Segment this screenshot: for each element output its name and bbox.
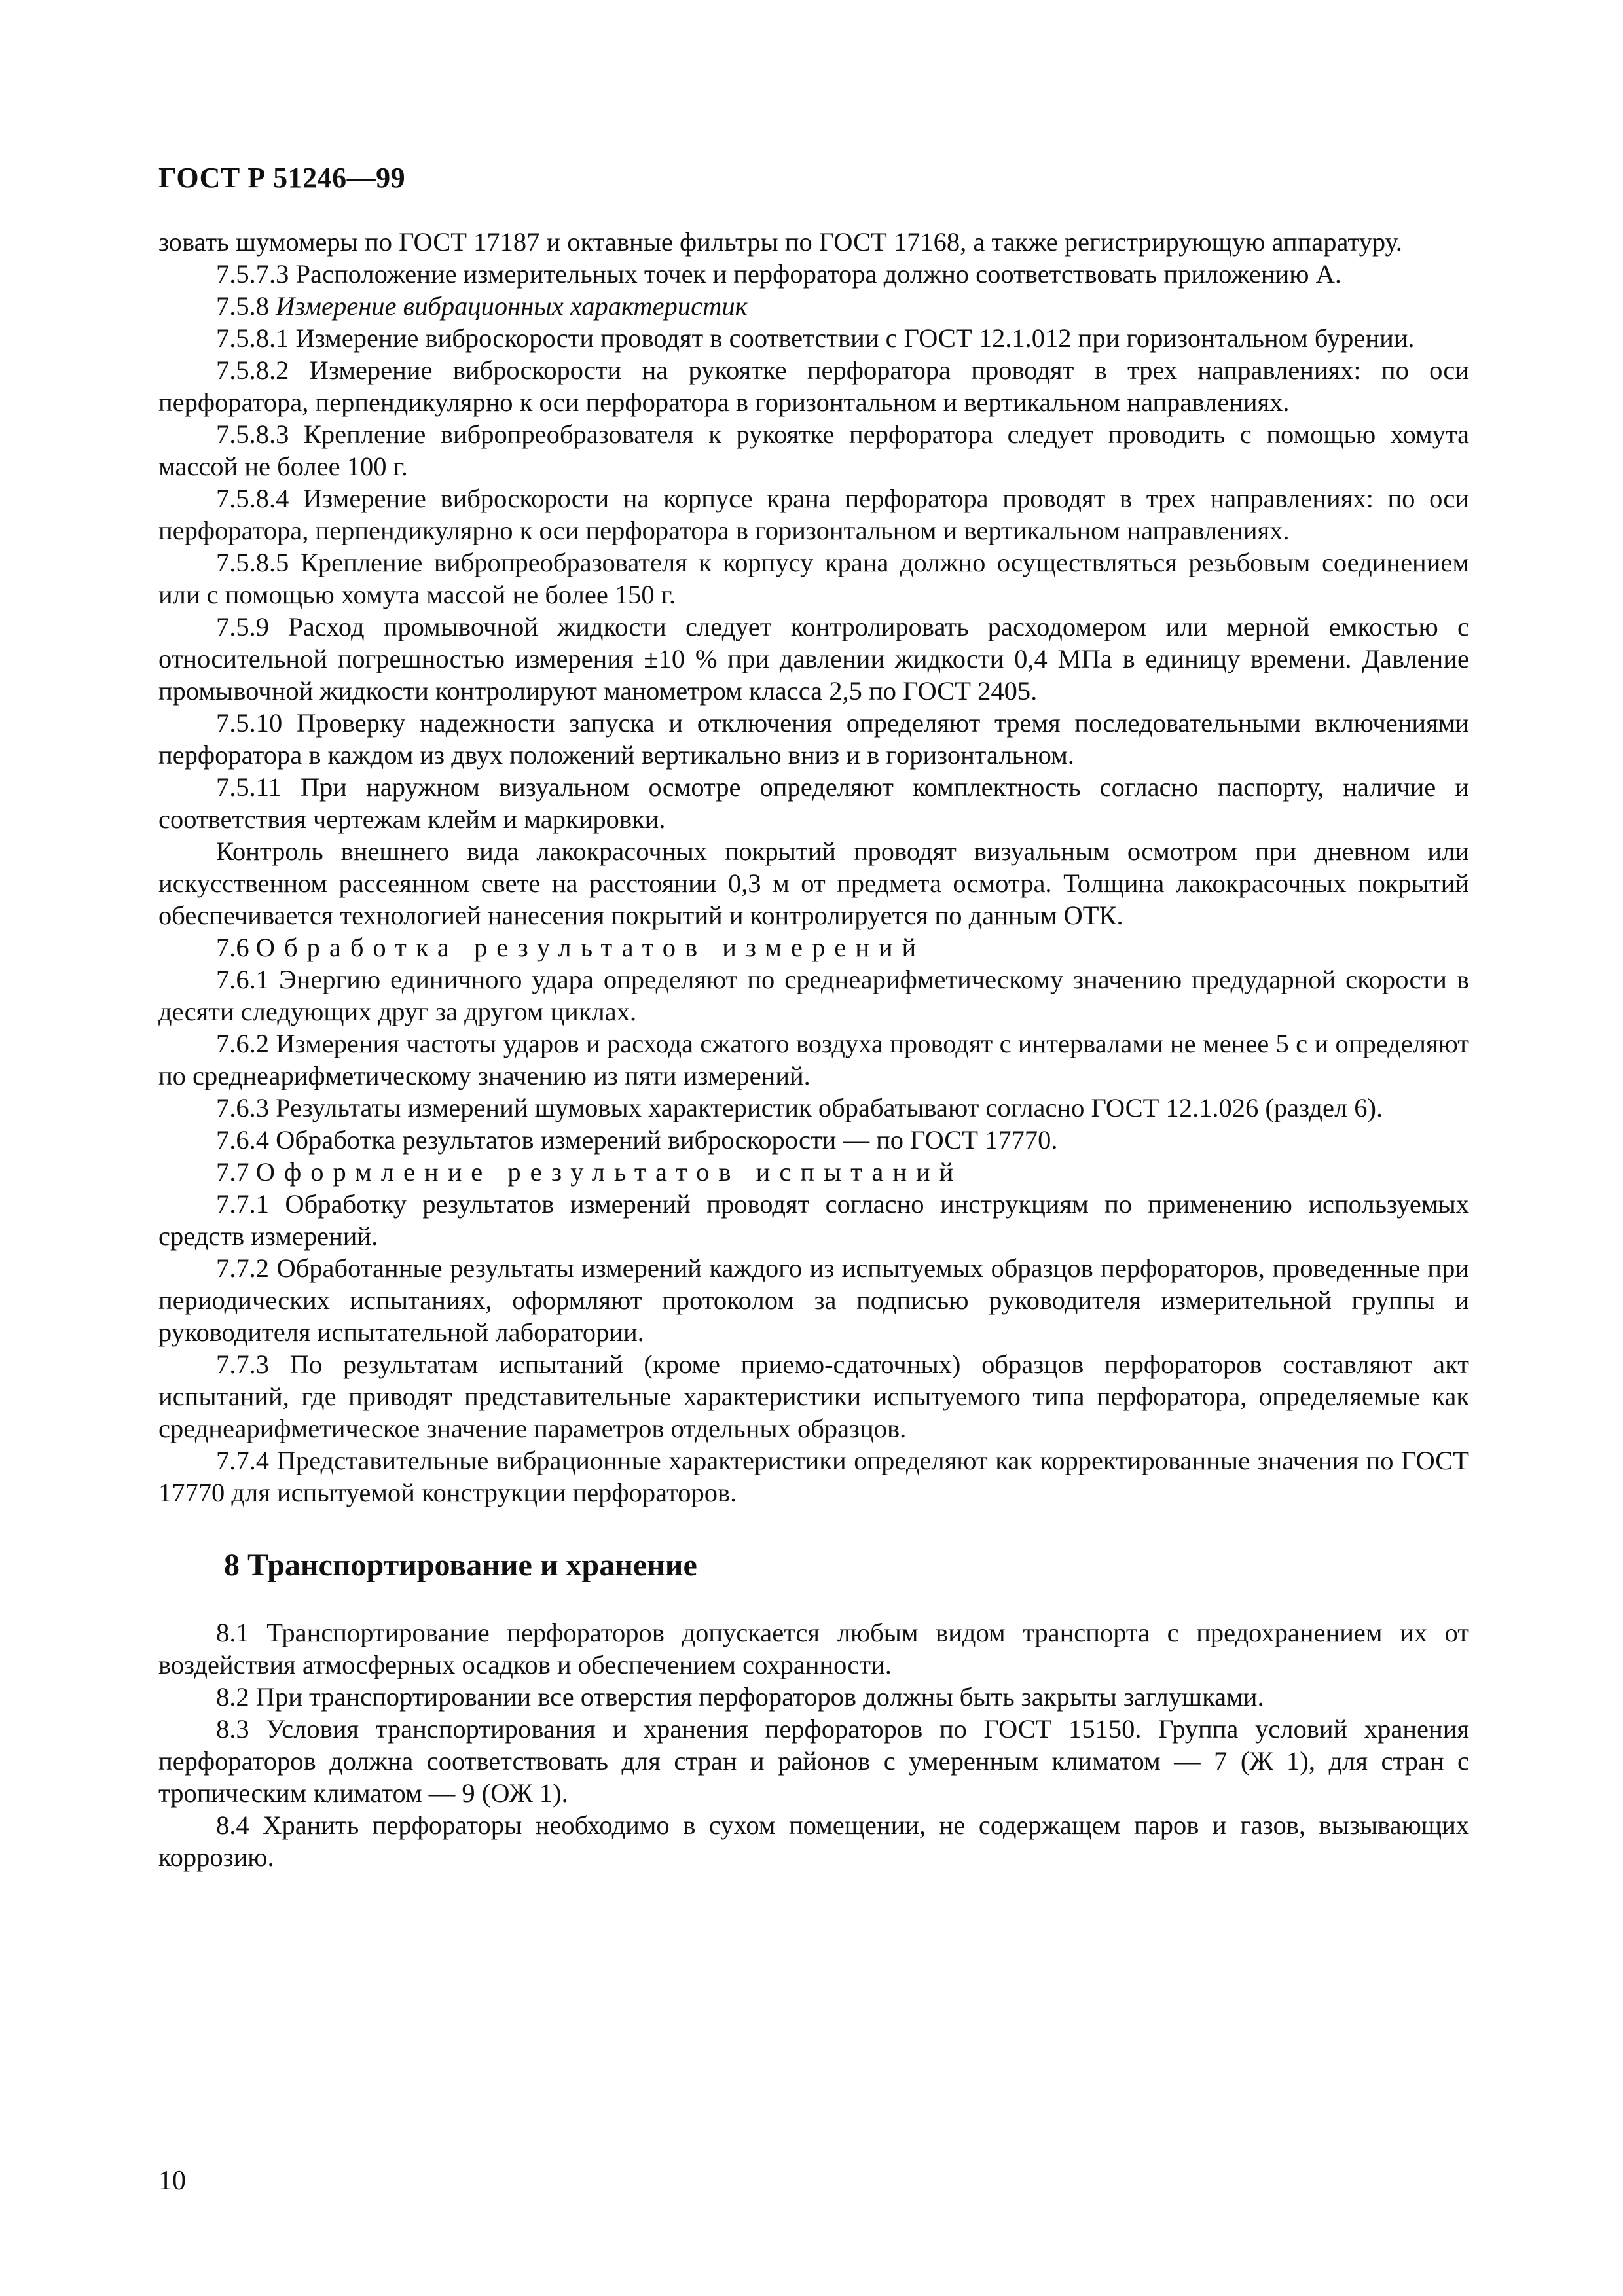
paragraph-7-7-2: 7.7.2 Обработанные результаты измерений каждого из испытуемых образцов перфораторов, проведенные при периодических испытаниях, оформляют протоколом за подписью руководителя измерительной группы и руководителя испытательной лаборатории. [158,1253,1469,1347]
paragraph-8-4: 8.4 Хранить перфораторы необходимо в сухом помещении, не содержащем паров и газов, вызывающих коррозию. [158,1810,1470,1872]
paragraph-7-6-1: 7.6.1 Энергию единичного удара определяют по среднеарифметическому значению предударной скорости в десяти следующих друг за другом циклах. [158,965,1469,1026]
paragraph-continuation: зовать шумомеры по ГОСТ 17187 и октавные фильтры по ГОСТ 17168, а также регистрирующую аппаратуру. [158,227,1402,257]
page-number: 10 [158,2166,186,2196]
paragraph-7-6-3: 7.6.3 Результаты измерений шумовых характеристик обрабатывают согласно ГОСТ 12.1.026 (раздел 6). [216,1093,1383,1122]
paragraph-8-1: 8.1 Транспортирование перфораторов допускается любым видом транспорта с предохранением их от воздействия атмосферных осадков и обеспечением сохранности. [158,1618,1470,1679]
paragraph-7-5-7-3: 7.5.7.3 Расположение измерительных точек и перфоратора должно соответствовать приложению А. [216,259,1341,289]
paragraph-7-5-8-1: 7.5.8.1 Измерение виброскорости проводят в соответствии с ГОСТ 12.1.012 при горизонтальном бурении. [216,323,1415,353]
document-header: ГОСТ Р 51246—99 [158,162,406,194]
paragraph-7-5-10: 7.5.10 Проверку надежности запуска и отключения определяют тремя последовательными включениями перфоратора в каждом из двух положений вертикально вниз и в горизонтальном. [158,708,1469,770]
paragraph-7-5-11: 7.5.11 При наружном визуальном осмотре определяют комплектность согласно паспорту, наличие и соответствия чертежам клейм и маркировки. [158,772,1469,834]
paragraph-8-2: 8.2 При транспортировании все отверстия перфораторов должны быть закрыты заглушками. [216,1682,1264,1712]
subsection-title-7-5-8: 7.5.8 Измерение вибрационных характеристик [216,291,748,321]
subsection-title-7-7: 7.7 Оформление результатов испытаний [216,1157,963,1187]
document-body [158,226,1469,1873]
paragraph-7-7-1: 7.7.1 Обработку результатов измерений проводят согласно инструкциям по применению используемых средств измерений. [158,1189,1469,1251]
paragraph-paint-inspection: Контроль внешнего вида лакокрасочных покрытий проводят визуальным осмотром при дневном или искусственном рассеянном свете на расстоянии 0,3 м от предмета осмотра. Толщина лакокрасочных покрытий обеспечивается технологией нанесения покрытий и контролируется по данным ОТК. [158,836,1469,930]
paragraph-7-5-8-3: 7.5.8.3 Крепление вибропреобразователя к рукоятке перфоратора следует проводить с помощью хомута массой не более 100 г. [158,420,1470,481]
paragraph-8-3: 8.3 Условия транспортирования и хранения перфораторов по ГОСТ 15150. Группа условий хранения перфораторов должна соответствовать для стран и районов с умеренным климатом — 7 (Ж 1), для стран с тропическим климатом — 9 (ОЖ 1). [158,1714,1470,1808]
subsection-title-7-6: 7.6 Обработка результатов измерений [216,933,926,962]
paragraph-7-7-3: 7.7.3 По результатам испытаний (кроме приемо-сдаточных) образцов перфораторов составляют акт испытаний, где приводят представительные характеристики испытуемого типа перфоратора, определяемые как среднеарифметическое значение параметров отдельных образцов. [158,1350,1470,1443]
section-title-8: 8 Транспортирование и хранение [224,1548,697,1583]
paragraph-7-7-4: 7.7.4 Представительные вибрационные характеристики определяют как корректированные значения по ГОСТ 17770 для испытуемой конструкции перфораторов. [158,1446,1469,1507]
paragraph-7-5-8-4: 7.5.8.4 Измерение виброскорости на корпусе крана перфоратора проводят в трех направлениях: по оси перфоратора, перпендикулярно к оси перфоратора в горизонтальном и вертикальном направлениях. [158,484,1469,545]
paragraph-7-6-2: 7.6.2 Измерения частоты ударов и расхода сжатого воздуха проводят с интервалами не менее 5 с и определяют по среднеарифметическому значению из пяти измерений. [158,1029,1469,1090]
paragraph-7-5-8-5: 7.5.8.5 Крепление вибропреобразователя к корпусу крана должно осуществляться резьбовым соединением или с помощью хомута массой не более 150 г. [158,548,1469,609]
paragraph-7-5-9: 7.5.9 Расход промывочной жидкости следует контролировать расходомером или мерной емкостью с относительной погрешностью измерения ±10 % при давлении жидкости 0,4 МПа в единицу времени. Давление промывочной жидкости контролируют манометром класса 2,5 по ГОСТ 2405. [158,612,1470,706]
paragraph-7-6-4: 7.6.4 Обработка результатов измерений виброскорости — по ГОСТ 17770. [216,1125,1058,1155]
paragraph-7-5-8-2: 7.5.8.2 Измерение виброскорости на рукоятке перфоратора проводят в трех направлениях: по оси перфоратора, перпендикулярно к оси перфоратора в горизонтальном и вертикальном направлениях. [158,355,1470,417]
